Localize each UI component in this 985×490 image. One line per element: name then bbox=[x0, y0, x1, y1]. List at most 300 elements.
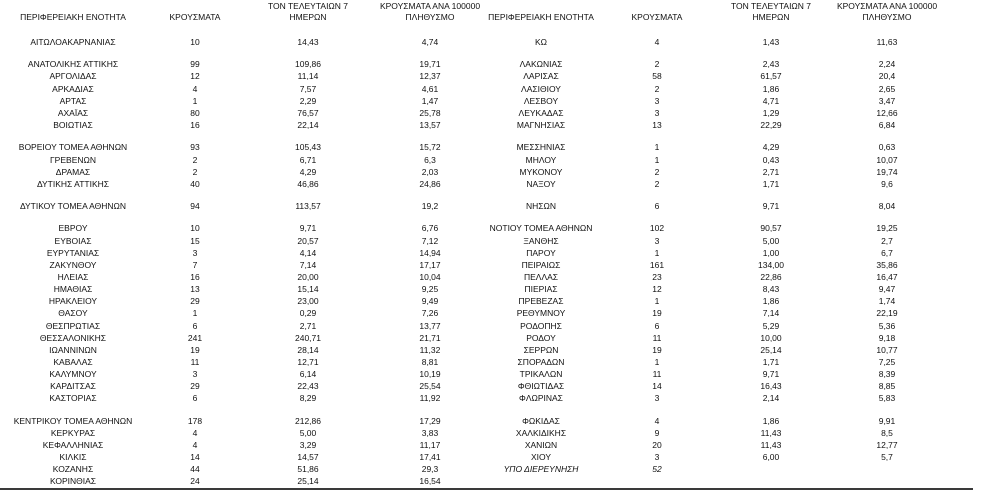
cases-per-100k: 1,74 bbox=[878, 296, 896, 307]
last7-value: 1,86 bbox=[762, 415, 780, 426]
last7-column-header-line1: ΤΟΝ ΤΕΛΕΥΤΑΙΩΝ 7 bbox=[267, 1, 349, 11]
table-row bbox=[468, 259, 968, 271]
cases-per-100k: 17,41 bbox=[419, 452, 441, 463]
region-name: ΚΑΣΤΟΡΙΑΣ bbox=[49, 393, 97, 404]
cases-per-100k: 14,94 bbox=[419, 247, 441, 258]
last7-value: 8,29 bbox=[299, 393, 317, 404]
cases-per-100k: 8,04 bbox=[878, 201, 896, 212]
region-name: ΡΟΔΟΥ bbox=[526, 332, 556, 343]
region-name: ΑΡΓΟΛΙΔΑΣ bbox=[49, 71, 97, 82]
last7-value: 6,00 bbox=[762, 452, 780, 463]
last7-value: 23,00 bbox=[297, 296, 319, 307]
last7-value: 8,43 bbox=[762, 284, 780, 295]
table-row bbox=[468, 178, 968, 190]
region-name: ΡΕΘΥΜΝΟΥ bbox=[516, 308, 566, 319]
under-investigation-cases: 52 bbox=[652, 464, 662, 475]
cases-count: 40 bbox=[190, 178, 200, 189]
cases-count: 12 bbox=[190, 71, 200, 82]
table-row bbox=[468, 307, 968, 319]
table-row bbox=[468, 58, 968, 70]
last7-value: 0,29 bbox=[299, 308, 317, 319]
cases-count: 2 bbox=[654, 166, 660, 177]
cases-count: 3 bbox=[654, 393, 660, 404]
cases-per-100k: 11,32 bbox=[419, 344, 441, 355]
last7-value: 10,00 bbox=[760, 332, 782, 343]
per100k-column-header-line1: ΚΡΟΥΣΜΑΤΑ ΑΝΑ 100000 bbox=[836, 1, 938, 11]
cases-count: 2 bbox=[654, 59, 660, 70]
region-name: ΤΡΙΚΑΛΩΝ bbox=[519, 369, 563, 380]
region-name: ΠΕΙΡΑΙΩΣ bbox=[521, 259, 561, 270]
cases-column-header: ΚΡΟΥΣΜΑΤΑ bbox=[631, 12, 683, 22]
region-name: ΧΑΛΚΙΔΙΚΗΣ bbox=[515, 427, 567, 438]
region-name: ΕΥΡΥΤΑΝΙΑΣ bbox=[46, 247, 100, 258]
last7-value: 4,29 bbox=[299, 166, 317, 177]
table-row bbox=[0, 356, 500, 368]
cases-per-100k: 16,54 bbox=[419, 476, 441, 487]
last7-value: 9,71 bbox=[299, 223, 317, 234]
cases-per-100k: 10,77 bbox=[876, 344, 898, 355]
table-row bbox=[468, 295, 968, 307]
last7-value: 240,71 bbox=[295, 332, 321, 343]
cases-count: 6 bbox=[192, 393, 198, 404]
region-name: ΚΕΡΚΥΡΑΣ bbox=[50, 427, 96, 438]
cases-count: 161 bbox=[649, 259, 665, 270]
cases-per-100k: 17,29 bbox=[419, 415, 441, 426]
table-row bbox=[0, 283, 500, 295]
region-name: ΕΥΒΟΙΑΣ bbox=[54, 235, 92, 246]
cases-per-100k: 15,72 bbox=[419, 142, 441, 153]
table-row bbox=[468, 344, 968, 356]
cases-count: 2 bbox=[654, 83, 660, 94]
table-row bbox=[0, 427, 500, 439]
last7-value: 11,43 bbox=[760, 440, 782, 451]
cases-count: 1 bbox=[192, 308, 198, 319]
table-row bbox=[0, 320, 500, 332]
region-name: ΑΧΑΪΑΣ bbox=[57, 107, 89, 118]
region-name: ΛΕΣΒΟΥ bbox=[523, 95, 559, 106]
cases-count: 6 bbox=[192, 320, 198, 331]
per100k-column-header-line2: ΠΛΗΘΥΣΜΟ bbox=[405, 12, 455, 22]
cases-count: 23 bbox=[652, 272, 662, 282]
cases-per-100k: 1,47 bbox=[421, 95, 439, 106]
last7-value: 2,14 bbox=[762, 393, 780, 404]
cases-per-100k: 25,54 bbox=[419, 381, 441, 392]
per100k-column-header-line2: ΠΛΗΘΥΣΜΟ bbox=[862, 12, 912, 22]
last7-value: 1,71 bbox=[762, 356, 780, 367]
cases-per-100k: 24,86 bbox=[419, 178, 441, 189]
table-row bbox=[468, 95, 968, 107]
region-name: ΔΥΤΙΚΗΣ ΑΤΤΙΚΗΣ bbox=[36, 178, 110, 189]
last7-value: 12,71 bbox=[297, 356, 319, 367]
cases-count: 3 bbox=[192, 369, 198, 380]
region-name: ΞΑΝΘΗΣ bbox=[523, 235, 559, 246]
cases-count: 1 bbox=[654, 142, 660, 153]
region-name: ΖΑΚΥΝΘΟΥ bbox=[49, 259, 97, 270]
cases-per-100k: 16,47 bbox=[876, 272, 898, 282]
table-row bbox=[468, 451, 968, 463]
last7-column-header-line2: ΗΜΕΡΩΝ bbox=[752, 12, 790, 22]
region-name: ΛΕΥΚΑΔΑΣ bbox=[518, 107, 564, 118]
cases-count: 16 bbox=[190, 272, 200, 282]
table-row bbox=[0, 332, 500, 344]
cases-per-100k: 9,47 bbox=[878, 284, 896, 295]
table-row bbox=[468, 283, 968, 295]
cases-count: 2 bbox=[192, 154, 198, 165]
cases-per-100k: 9,25 bbox=[421, 284, 439, 295]
last7-value: 1,43 bbox=[762, 37, 780, 47]
table-row bbox=[0, 107, 500, 119]
table-row bbox=[0, 307, 500, 319]
region-name: ΜΗΛΟΥ bbox=[525, 154, 557, 165]
table-row bbox=[0, 235, 500, 247]
cases-per-100k: 10,19 bbox=[419, 369, 441, 380]
region-name: ΧΑΝΙΩΝ bbox=[524, 440, 558, 451]
table-row bbox=[0, 58, 500, 70]
last7-value: 1,86 bbox=[762, 296, 780, 307]
cases-per-100k: 5,7 bbox=[881, 452, 893, 463]
per100k-column-header-line1: ΚΡΟΥΣΜΑΤΑ ΑΝΑ 100000 bbox=[379, 1, 481, 11]
table-row bbox=[468, 83, 968, 95]
cases-count: 13 bbox=[652, 120, 662, 131]
region-name: ΛΑΡΙΣΑΣ bbox=[523, 71, 559, 82]
table-row bbox=[468, 332, 968, 344]
cases-per-100k: 6,76 bbox=[421, 223, 439, 234]
cases-count: 11 bbox=[190, 356, 200, 367]
under-investigation-row bbox=[468, 463, 968, 475]
cases-per-100k: 19,25 bbox=[876, 223, 898, 234]
region-name: ΔΡΑΜΑΣ bbox=[55, 166, 91, 177]
cases-per-100k: 19,2 bbox=[421, 201, 439, 212]
last7-column-header-line1: ΤΟΝ ΤΕΛΕΥΤΑΙΩΝ 7 bbox=[730, 1, 812, 11]
region-name: ΚΕΝΤΡΙΚΟΥ ΤΟΜΕΑ ΑΘΗΝΩΝ bbox=[13, 415, 133, 426]
cases-count: 19 bbox=[652, 308, 662, 319]
table-row bbox=[0, 451, 500, 463]
region-name: ΔΥΤΙΚΟΥ ΤΟΜΕΑ ΑΘΗΝΩΝ bbox=[19, 201, 127, 212]
cases-count: 6 bbox=[654, 201, 660, 212]
last7-value: 7,14 bbox=[299, 259, 317, 270]
table-row bbox=[0, 247, 500, 259]
cases-per-100k: 11,63 bbox=[876, 37, 898, 47]
cases-per-100k: 6,7 bbox=[881, 247, 893, 258]
last7-value: 25,14 bbox=[760, 344, 782, 355]
region-name: ΒΟΙΩΤΙΑΣ bbox=[53, 120, 93, 131]
under-investigation-label: ΥΠΟ ΔΙΕΡΕΥΝΗΣΗ bbox=[503, 464, 579, 475]
cases-per-100k: 9,18 bbox=[878, 332, 896, 343]
last7-value: 1,71 bbox=[762, 178, 780, 189]
table-row bbox=[0, 259, 500, 271]
last7-value: 22,14 bbox=[297, 120, 319, 131]
last7-value: 76,57 bbox=[297, 107, 319, 118]
row-group bbox=[0, 415, 500, 488]
last7-value: 1,00 bbox=[762, 247, 780, 258]
cases-count: 2 bbox=[654, 178, 660, 189]
cases-per-100k: 9,49 bbox=[421, 296, 439, 307]
table-row bbox=[468, 415, 968, 427]
table-row bbox=[0, 141, 500, 153]
region-name: ΚΕΦΑΛΛΗΝΙΑΣ bbox=[42, 440, 104, 451]
region-name: ΓΡΕΒΕΝΩΝ bbox=[50, 154, 96, 165]
row-group bbox=[0, 58, 500, 131]
cases-count: 29 bbox=[190, 381, 200, 392]
cases-per-100k: 0,63 bbox=[878, 142, 896, 153]
row-group bbox=[468, 36, 968, 48]
cases-per-100k: 9,6 bbox=[881, 178, 893, 189]
table-row bbox=[0, 200, 500, 212]
cases-count: 241 bbox=[187, 332, 203, 343]
cases-count: 3 bbox=[654, 107, 660, 118]
region-name: ΜΕΣΣΗΝΙΑΣ bbox=[516, 142, 566, 153]
region-name: ΛΑΣΙΘΙΟΥ bbox=[521, 83, 561, 94]
cases-per-100k: 10,07 bbox=[876, 154, 898, 165]
region-name: ΗΡΑΚΛΕΙΟΥ bbox=[48, 296, 98, 307]
cases-count: 4 bbox=[654, 37, 660, 47]
cases-per-100k: 9,91 bbox=[878, 415, 896, 426]
table-row bbox=[0, 154, 500, 166]
table-row bbox=[0, 344, 500, 356]
last7-value: 25,14 bbox=[297, 476, 319, 487]
bottom-border bbox=[0, 488, 973, 490]
cases-per-100k: 4,61 bbox=[421, 83, 439, 94]
cases-count: 12 bbox=[652, 284, 662, 295]
region-name: ΘΑΣΟΥ bbox=[58, 308, 88, 319]
cases-per-100k: 6,84 bbox=[878, 120, 896, 131]
region-column-header: ΠΕΡΙΦΕΡΕΙΑΚΗ ΕΝΟΤΗΤΑ bbox=[488, 12, 594, 22]
cases-per-100k: 7,25 bbox=[878, 356, 896, 367]
last7-value: 46,86 bbox=[297, 178, 319, 189]
cases-per-100k: 7,26 bbox=[421, 308, 439, 319]
left-rows bbox=[0, 36, 500, 488]
cases-count: 7 bbox=[192, 259, 198, 270]
cases-per-100k: 22,19 bbox=[876, 308, 898, 319]
last7-value: 51,86 bbox=[297, 464, 319, 475]
last7-value: 16,43 bbox=[760, 381, 782, 392]
row-group bbox=[468, 222, 968, 404]
cases-count: 4 bbox=[192, 427, 198, 438]
last7-value: 2,71 bbox=[299, 320, 317, 331]
row-group bbox=[0, 141, 500, 190]
last7-value: 7,57 bbox=[299, 83, 317, 94]
cases-count: 24 bbox=[190, 476, 200, 487]
region-name: ΚΑΒΑΛΑΣ bbox=[53, 356, 93, 367]
table-row bbox=[468, 356, 968, 368]
cases-count: 1 bbox=[654, 296, 660, 307]
cases-count: 3 bbox=[654, 452, 660, 463]
region-name: ΦΩΚΙΔΑΣ bbox=[522, 415, 560, 426]
cases-count: 13 bbox=[190, 284, 200, 295]
cases-per-100k: 2,24 bbox=[878, 59, 896, 70]
last7-value: 212,86 bbox=[295, 415, 321, 426]
region-name: ΠΑΡΟΥ bbox=[526, 247, 556, 258]
cases-per-100k: 2,03 bbox=[421, 166, 439, 177]
last7-value: 22,43 bbox=[297, 381, 319, 392]
cases-per-100k: 8,85 bbox=[878, 381, 896, 392]
row-group bbox=[468, 141, 968, 190]
table-row bbox=[0, 380, 500, 392]
last7-value: 4,71 bbox=[762, 95, 780, 106]
table-row bbox=[468, 107, 968, 119]
last7-value: 105,43 bbox=[295, 142, 321, 153]
region-name: ΣΕΡΡΩΝ bbox=[523, 344, 559, 355]
cases-per-100k: 21,71 bbox=[419, 332, 441, 343]
right-table bbox=[468, 0, 968, 490]
cases-count: 14 bbox=[652, 381, 662, 392]
cases-count: 44 bbox=[190, 464, 200, 475]
table-row bbox=[0, 119, 500, 131]
cases-per-100k: 17,17 bbox=[419, 259, 441, 270]
region-name: ΚΙΛΚΙΣ bbox=[59, 452, 87, 463]
table-row bbox=[0, 36, 500, 48]
cases-count: 99 bbox=[190, 59, 200, 70]
cases-count: 15 bbox=[190, 235, 200, 246]
last7-value: 7,14 bbox=[762, 308, 780, 319]
region-name: ΝΗΣΩΝ bbox=[525, 201, 557, 212]
cases-count: 3 bbox=[654, 235, 660, 246]
region-name: ΚΟΖΑΝΗΣ bbox=[52, 464, 94, 475]
table-row bbox=[468, 368, 968, 380]
last7-value: 134,00 bbox=[758, 259, 784, 270]
table-row bbox=[0, 222, 500, 234]
region-name: ΚΑΛΥΜΝΟΥ bbox=[49, 369, 97, 380]
cases-per-100k: 6,3 bbox=[424, 154, 436, 165]
table-row bbox=[0, 70, 500, 82]
last7-value: 22,86 bbox=[760, 272, 782, 282]
region-name: ΚΩ bbox=[534, 37, 548, 47]
left-table-header bbox=[0, 0, 500, 30]
last7-value: 90,57 bbox=[760, 223, 782, 234]
table-row bbox=[468, 271, 968, 283]
table-row bbox=[468, 320, 968, 332]
cases-count: 58 bbox=[652, 71, 662, 82]
cases-count: 94 bbox=[190, 201, 200, 212]
last7-value: 28,14 bbox=[297, 344, 319, 355]
cases-column-header: ΚΡΟΥΣΜΑΤΑ bbox=[169, 12, 221, 22]
cases-count: 2 bbox=[192, 166, 198, 177]
cases-per-100k: 3,47 bbox=[878, 95, 896, 106]
region-name: ΗΛΕΙΑΣ bbox=[57, 272, 89, 282]
region-name: ΚΑΡΔΙΤΣΑΣ bbox=[50, 381, 96, 392]
last7-value: 3,29 bbox=[299, 440, 317, 451]
cases-per-100k: 11,17 bbox=[419, 440, 441, 451]
region-name: ΑΙΤΩΛΟΑΚΑΡΝΑΝΙΑΣ bbox=[30, 37, 116, 47]
cases-count: 1 bbox=[192, 95, 198, 106]
region-name: ΙΩΑΝΝΙΝΩΝ bbox=[49, 344, 97, 355]
row-group bbox=[468, 200, 968, 212]
row-group bbox=[0, 36, 500, 48]
table-row bbox=[468, 141, 968, 153]
cases-count: 3 bbox=[192, 247, 198, 258]
table-row bbox=[0, 178, 500, 190]
cases-per-100k: 11,92 bbox=[419, 393, 441, 404]
table-row bbox=[468, 119, 968, 131]
table-row bbox=[0, 368, 500, 380]
cases-per-100k: 4,74 bbox=[421, 37, 439, 47]
right-table-header bbox=[468, 0, 968, 30]
region-name: ΜΥΚΟΝΟΥ bbox=[519, 166, 563, 177]
last7-value: 113,57 bbox=[295, 201, 321, 212]
cases-count: 4 bbox=[654, 415, 660, 426]
table-row bbox=[468, 222, 968, 234]
last7-value: 14,43 bbox=[297, 37, 319, 47]
last7-value: 5,00 bbox=[299, 427, 317, 438]
table-row bbox=[0, 475, 500, 487]
region-name: ΘΕΣΠΡΩΤΙΑΣ bbox=[45, 320, 101, 331]
table-row bbox=[0, 271, 500, 283]
last7-value: 11,43 bbox=[760, 427, 782, 438]
cases-count: 11 bbox=[652, 369, 662, 380]
cases-count: 178 bbox=[187, 415, 203, 426]
region-name: ΠΙΕΡΙΑΣ bbox=[524, 284, 558, 295]
last7-value: 22,29 bbox=[760, 120, 782, 131]
region-name: ΑΡΤΑΣ bbox=[59, 95, 87, 106]
region-name: ΑΡΚΑΔΙΑΣ bbox=[52, 83, 94, 94]
cases-per-100k: 5,83 bbox=[878, 393, 896, 404]
last7-value: 1,29 bbox=[762, 107, 780, 118]
cases-count: 14 bbox=[190, 452, 200, 463]
last7-value: 1,86 bbox=[762, 83, 780, 94]
cases-count: 102 bbox=[649, 223, 665, 234]
table-row bbox=[468, 247, 968, 259]
last7-value: 9,71 bbox=[762, 369, 780, 380]
table-row bbox=[0, 166, 500, 178]
region-name: ΝΑΞΟΥ bbox=[526, 178, 556, 189]
cases-per-100k: 2,7 bbox=[881, 235, 893, 246]
cases-count: 1 bbox=[654, 356, 660, 367]
region-name: ΑΝΑΤΟΛΙΚΗΣ ΑΤΤΙΚΗΣ bbox=[27, 59, 119, 70]
table-row bbox=[468, 154, 968, 166]
region-name: ΒΟΡΕΙΟΥ ΤΟΜΕΑ ΑΘΗΝΩΝ bbox=[18, 142, 128, 153]
last7-value: 0,43 bbox=[762, 154, 780, 165]
last7-value: 5,29 bbox=[762, 320, 780, 331]
cases-per-100k: 35,86 bbox=[876, 259, 898, 270]
region-name: ΠΕΛΛΑΣ bbox=[523, 272, 559, 282]
cases-count: 10 bbox=[190, 223, 200, 234]
row-group bbox=[0, 200, 500, 212]
cases-per-100k: 2,65 bbox=[878, 83, 896, 94]
cases-per-100k: 5,36 bbox=[878, 320, 896, 331]
table-row bbox=[468, 200, 968, 212]
region-name: ΜΑΓΝΗΣΙΑΣ bbox=[516, 120, 566, 131]
cases-per-100k: 12,66 bbox=[876, 107, 898, 118]
cases-per-100k: 20,4 bbox=[878, 71, 896, 82]
row-group bbox=[468, 415, 968, 476]
cases-per-100k: 8,39 bbox=[878, 369, 896, 380]
cases-count: 4 bbox=[192, 440, 198, 451]
region-name: ΡΟΔΟΠΗΣ bbox=[520, 320, 562, 331]
cases-per-100k: 12,37 bbox=[419, 71, 441, 82]
row-group bbox=[0, 222, 500, 404]
table-row bbox=[468, 70, 968, 82]
region-name: ΧΙΟΥ bbox=[530, 452, 552, 463]
region-name: ΣΠΟΡΑΔΩΝ bbox=[517, 356, 565, 367]
table-row bbox=[0, 95, 500, 107]
cases-per-100k: 25,78 bbox=[419, 107, 441, 118]
region-name: ΠΡΕΒΕΖΑΣ bbox=[518, 296, 564, 307]
last7-value: 20,57 bbox=[297, 235, 319, 246]
last7-value: 2,71 bbox=[762, 166, 780, 177]
cases-count: 9 bbox=[654, 427, 660, 438]
cases-per-100k: 13,77 bbox=[419, 320, 441, 331]
cases-count: 1 bbox=[654, 247, 660, 258]
last7-column-header-line2: ΗΜΕΡΩΝ bbox=[289, 12, 327, 22]
last7-value: 14,57 bbox=[297, 452, 319, 463]
cases-count: 80 bbox=[190, 107, 200, 118]
table-row bbox=[468, 166, 968, 178]
last7-value: 4,14 bbox=[299, 247, 317, 258]
region-name: ΦΛΩΡΙΝΑΣ bbox=[519, 393, 563, 404]
table-row bbox=[0, 415, 500, 427]
cases-per-100k: 10,04 bbox=[419, 272, 441, 282]
cases-count: 19 bbox=[190, 344, 200, 355]
